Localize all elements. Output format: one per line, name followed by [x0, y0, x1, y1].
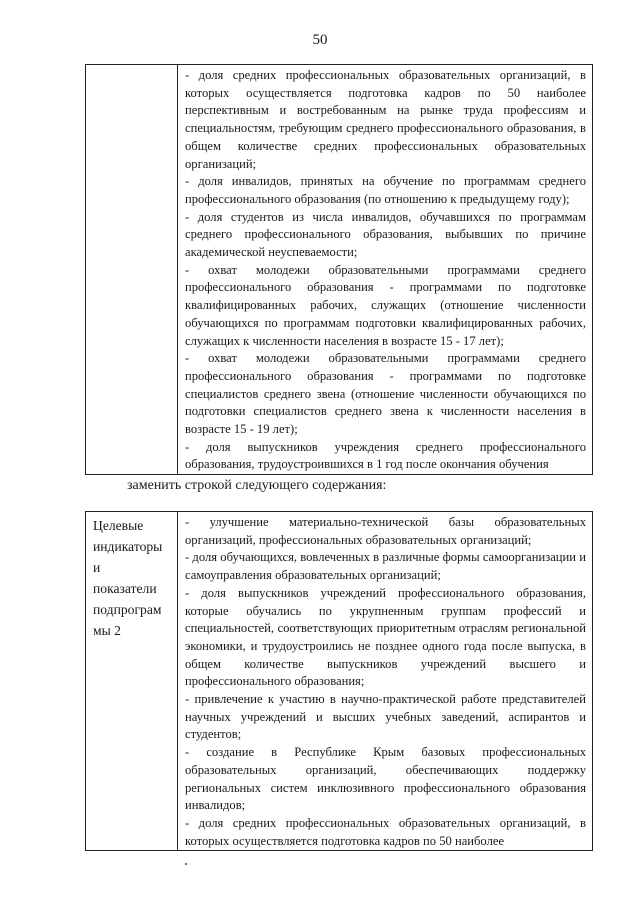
row-label-line: и: [93, 560, 101, 575]
indicator-item: - улучшение материально-технической базы образовательных организаций, профессиональных образовательных организаций;: [185, 515, 586, 547]
row-label: [86, 512, 177, 641]
row-label-line: показатели: [93, 581, 157, 596]
row-label-line: Целевые: [93, 518, 144, 533]
indicator-item: - охват молодежи образовательными программами среднего профессионального образования - программами по подготовке специалистов среднего звена (отношение численности обучающихся по подготовки специалистов среднего звена к численности населения в возрасте 15 - 19 лет);: [185, 351, 586, 437]
indicator-item: - доля средних профессиональных образовательных организаций, в которых осуществляется подготовка кадров по 50 наиболее перспективным и востребованным на рынке труда профессиям и специальностям, требующим среднего профессионального образования, в общем количестве средних профессиональных образовательных организаций;: [185, 68, 586, 171]
indicators-table-old: [85, 64, 593, 475]
replacement-intro: заменить строкой следующего содержания:: [127, 478, 387, 493]
page-number: 50: [312, 32, 328, 48]
row-label-line: мы 2: [93, 623, 121, 638]
row-label-line: подпрограм: [93, 602, 162, 617]
table-row: [86, 512, 593, 851]
indicator-item: - привлечение к участию в научно-практической работе представителей научных учреждений и высших учебных заведений, аспирантов и студентов;: [185, 692, 586, 742]
indicator-item: - доля инвалидов, принятых на обучение по программам среднего профессионального образования (по отношению к предыдущему году);: [185, 174, 586, 206]
indicator-item: - доля выпускников учреждений профессионального образования, которые обучались по укрупненным группам профессий и специальностей, соответствующих приоритетным отраслям региональной экономики, и трудоустроились не позднее одного года после выпуска, в общем количестве выпускников учреждений высшего и профессионального образования;: [185, 585, 586, 689]
indicator-item: - доля обучающихся, вовлеченных в различные формы самоорганизации и самоуправления образовательных организаций;: [185, 550, 586, 583]
indicator-item: - охват молодежи образовательными программами среднего профессионального образования - программами по подготовке квалифицированных рабочих, служащих (отношение численности обучающихся по программам подготовки квалифицированных рабочих, служащих к численности населения в возрасте 15 - 17 лет);: [185, 262, 586, 348]
indicator-item: - создание в Республике Крым базовых профессиональных образовательных организаций, обеспечивающих поддержку региональных систем инклюзивного профессионального образования инвалидов;: [185, 745, 586, 813]
indicator-item: - доля студентов из числа инвалидов, обучавшихся по программам среднего профессионального образования, выбывших по причине академической неуспеваемости;: [185, 209, 586, 260]
indicator-list: [178, 512, 592, 850]
row-label-line: индикаторы: [93, 539, 163, 554]
indicator-list: [178, 65, 592, 474]
indicator-item: - доля выпускников учреждения среднего профессионального образования, трудоустроившихся в 1 год после окончания обучения: [185, 439, 586, 472]
table-row: [86, 65, 593, 475]
indicators-table-new: [85, 511, 593, 851]
scan-speck: [185, 863, 187, 865]
label-cell: [86, 512, 178, 851]
indicator-item: - доля средних профессиональных образовательных организаций, в которых осуществляется подготовка кадров по 50 наиболее: [185, 815, 586, 848]
content-cell: [178, 65, 593, 475]
label-cell-empty: [86, 65, 178, 475]
content-cell: [178, 512, 593, 851]
